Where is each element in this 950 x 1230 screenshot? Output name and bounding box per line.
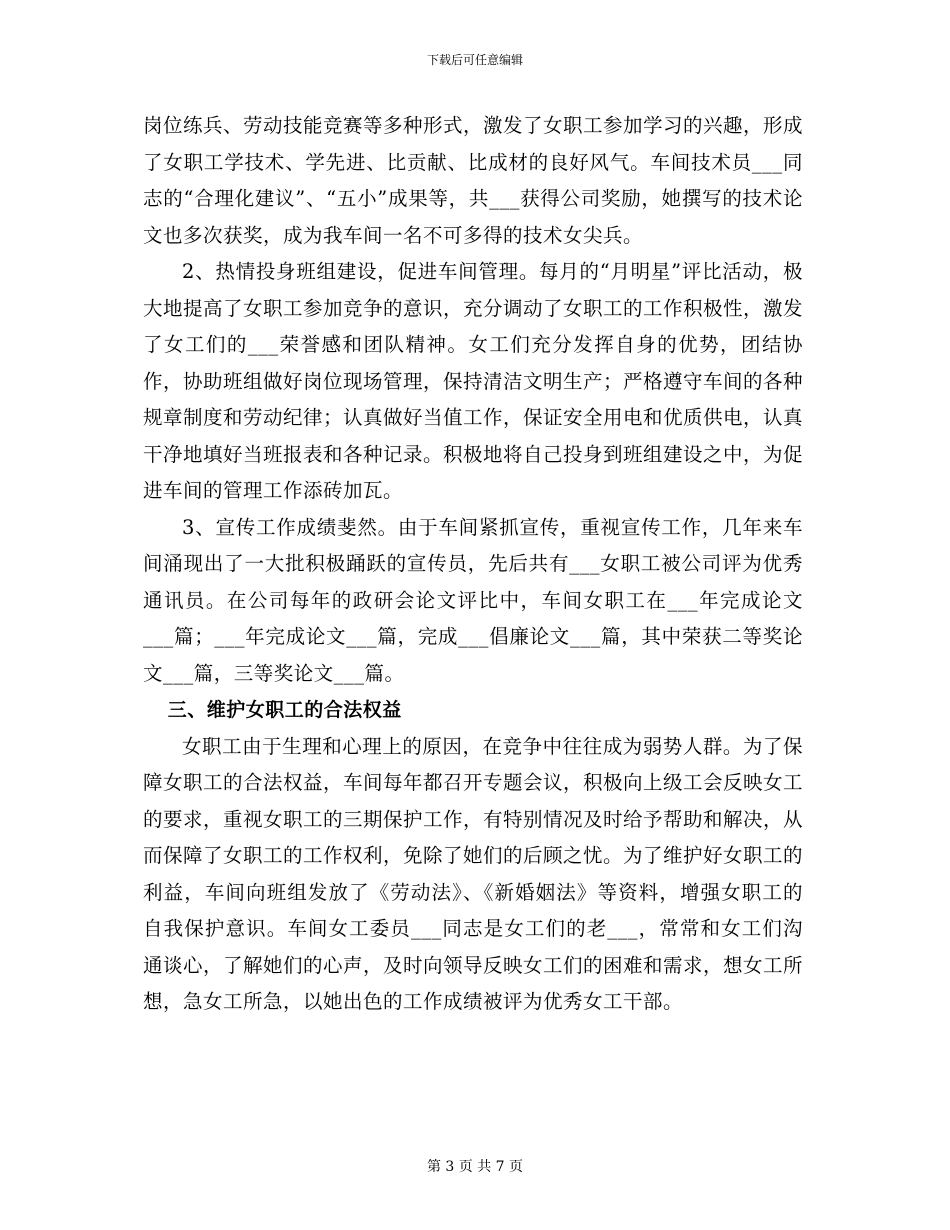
page-header: 下载后可任意编辑 [426, 53, 523, 67]
paragraph-rights: 女职工由于生理和心理上的原因，在竞争中往往成为弱势人群。为了保障女职工的合法权益，车间每年都召开专题会议，积极向上级工会反映女工的要求，重视女职工的三期保护工作，有特别情况及时给予帮助和解决，从而保障了女职工的工作权利，免除了她们的后顾之忧。为了维护好女职工的利益，车间向班组发放了《劳动法》、《新婚姻法》等资料，增强女职工的自我保护意识。车间女工委员___同志是女工们的老___，常常和女工们沟通谈心，了解她们的心声，及时向领导反映女工们的困难和需求，想女工所想，急女工所急，以她出色的工作成绩被评为优秀女工干部。 [143, 734, 804, 1013]
section-heading: 三、维护女职工的合法权益 [167, 699, 402, 721]
paragraph-publicity: 3、宣传工作成绩斐然。由于车间紧抓宣传，重视宣传工作，几年来车间涌现出了一大批积极踊跃的宣传员，先后共有___女职工被公司评为优秀通讯员。在公司每年的政研会论文评比中，车间女职工在___年完成论文___篇；___年完成论文___篇，完成___倡廉论文___篇，其中荣获二等奖论文___篇，三等奖论文___篇。 [143, 515, 803, 685]
page-footer: 第 3 页 共 7 页 [426, 1159, 524, 1175]
paragraph-continuation: 岗位练兵、劳动技能竞赛等多种形式，激发了女职工参加学习的兴趣，形成了女职工学技术、学先进、比贡献、比成材的良好风气。车间技术员___同志的“合理化建议”、“五小”成果等，共___获得公司奖励，她撰写的技术论文也多次获奖，成为我车间一名不可多得的技术女尖兵。 [143, 114, 804, 247]
paragraph-team-building: 2、热情投身班组建设，促进车间管理。每月的“月明星”评比活动，极大地提高了女职工参加竞争的意识，充分调动了女职工的工作积极性，激发了女工们的___荣誉感和团队精神。女工们充分发挥自身的优势，团结协作，协助班组做好岗位现场管理，保持清洁文明生产；严格遵守车间的各种规章制度和劳动纪律；认真做好当值工作，保证安全用电和优质供电，认真干净地填好当班报表和各种记录。积极地将自己投身到班组建设之中，为促进车间的管理工作添砖加瓦。 [143, 260, 804, 502]
document-body [143, 108, 803, 1021]
